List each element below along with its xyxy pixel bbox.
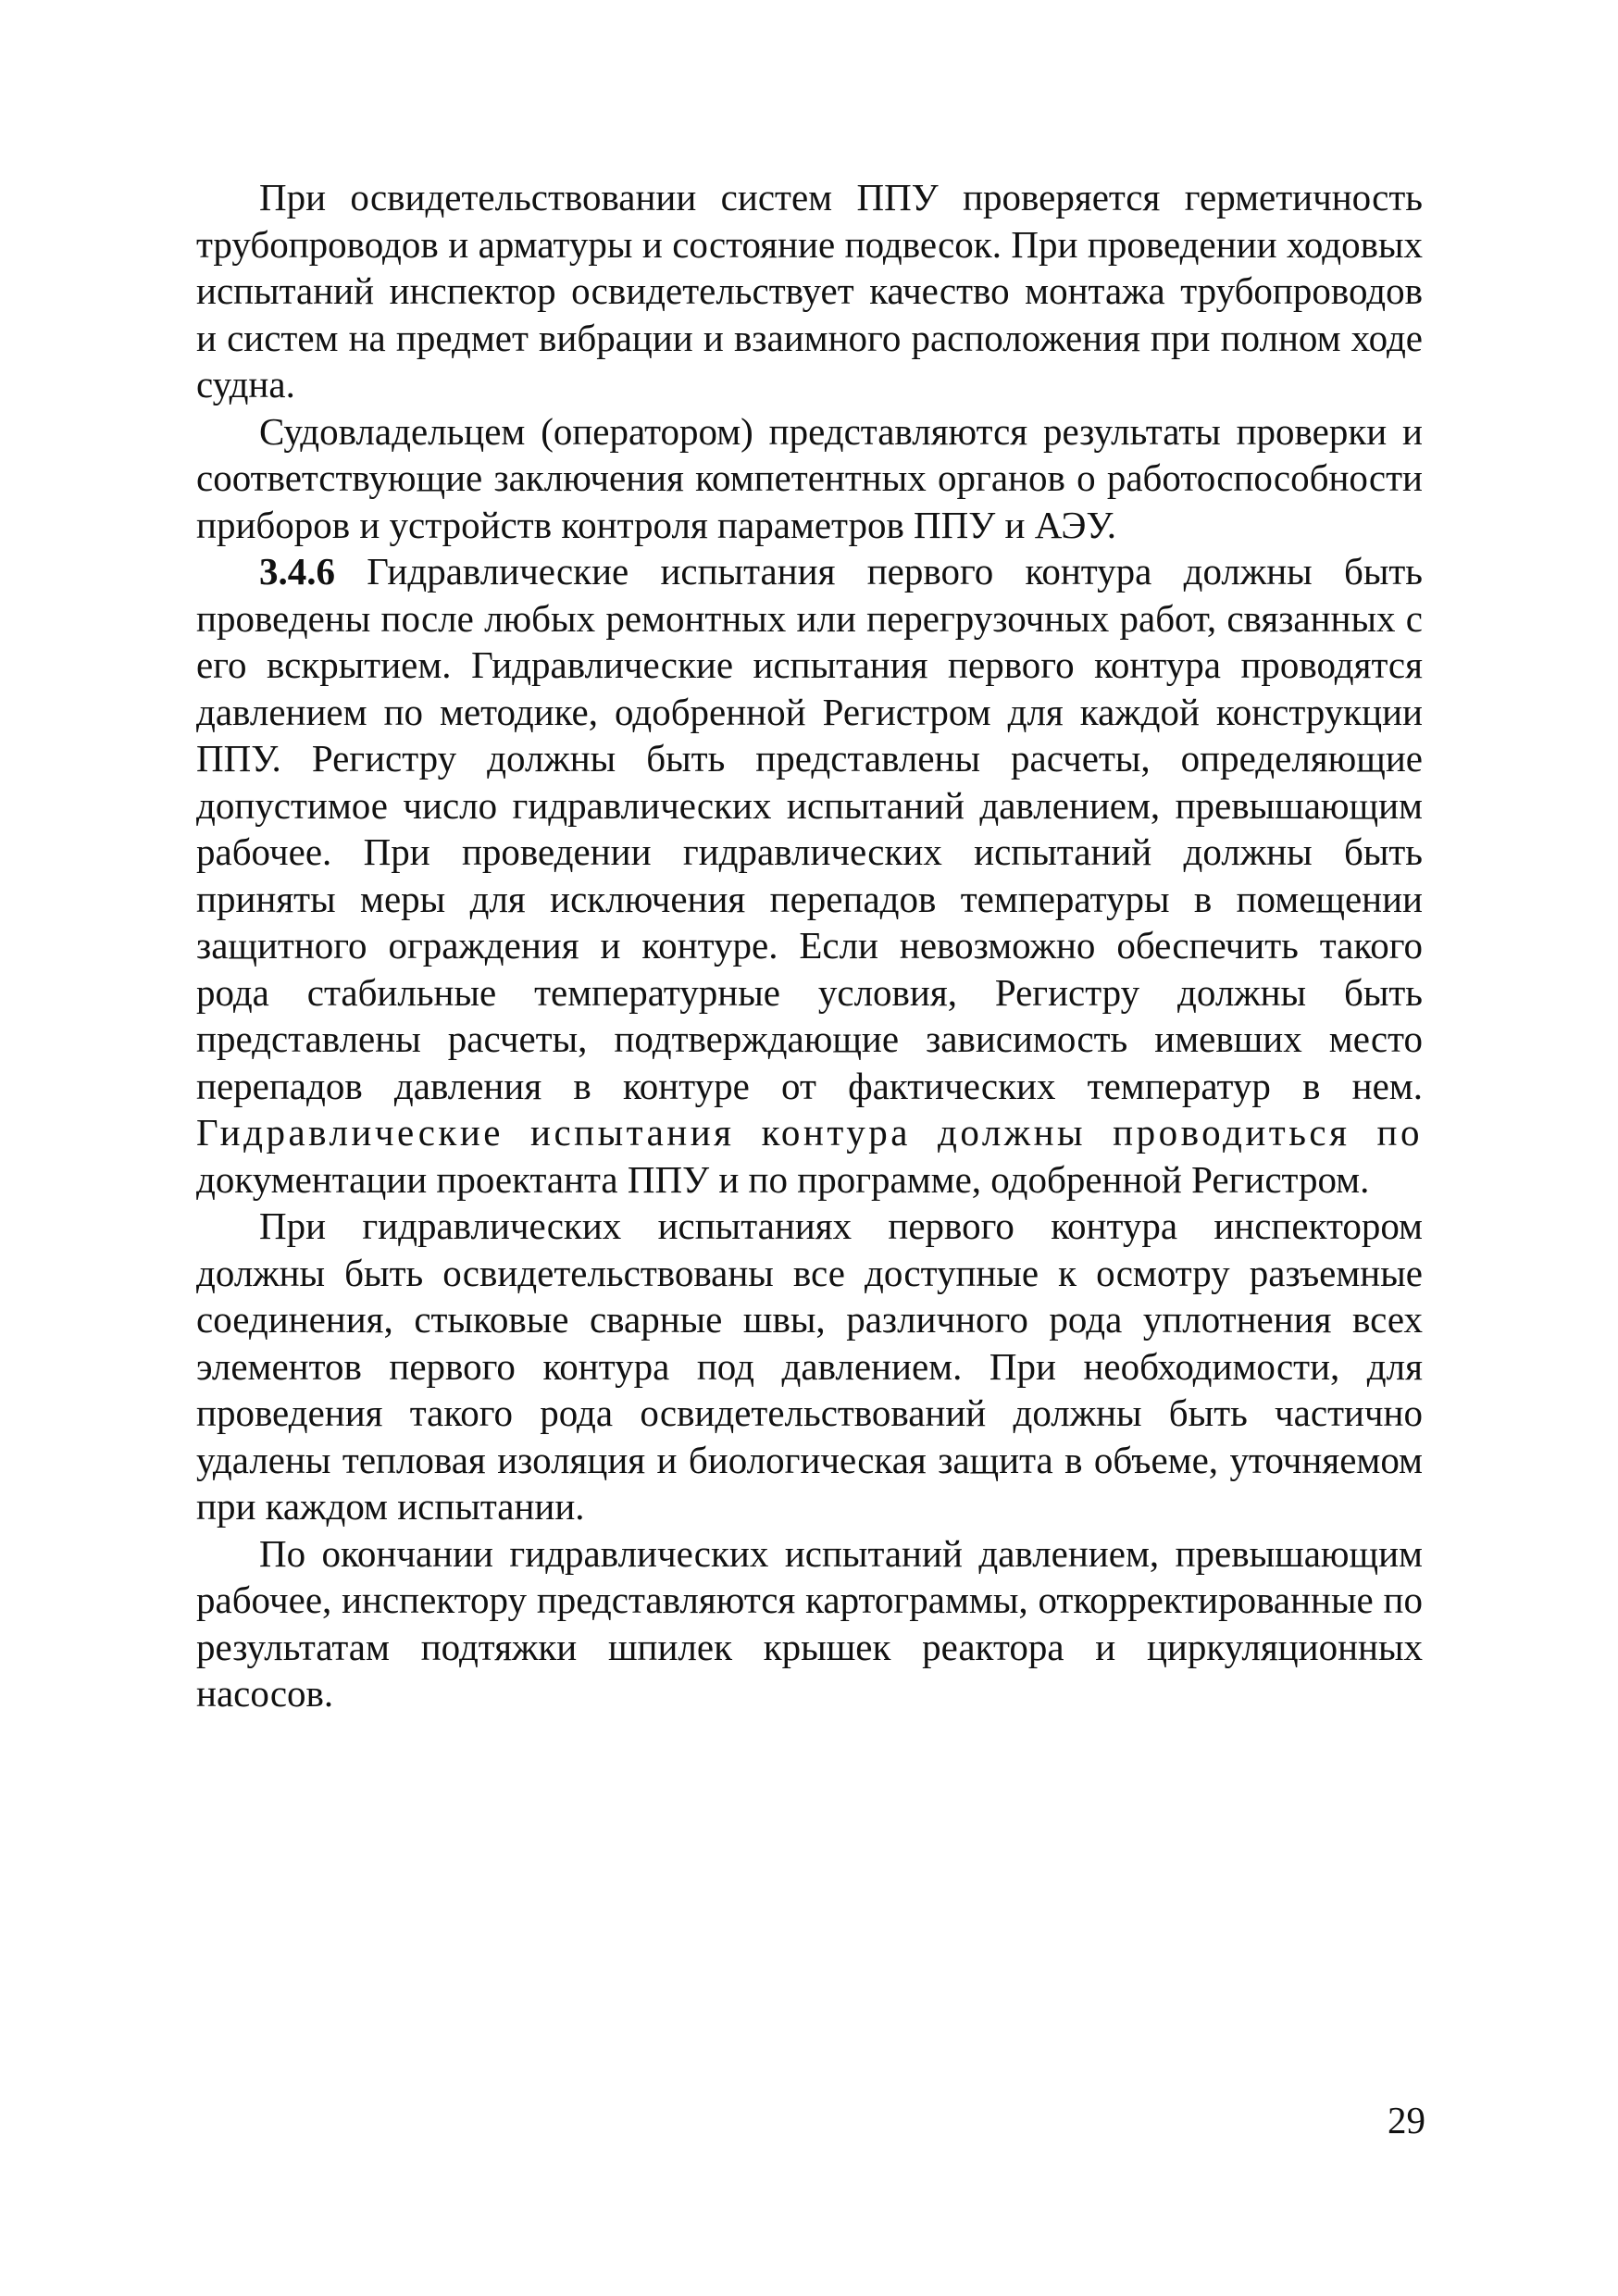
- section-spaced-text: Гидравлические испытания контура должны проводиться по: [196, 1111, 1423, 1154]
- section-text: Гидравлические испытания первого контура должны быть проведены после любых ремонтных или перегрузочных работ, связанных с его вскрытием. Гидравлические испытания первого контура проводятся давлением по методике, одобренной Регистром для каждой конструкции ППУ. Регистру должны быть представлены расчеты, определяющие допустимое число гидравлических испытаний давлением, превышающим рабочее. При проведении гидравлических испытаний должны быть приняты меры для исключения перепадов температуры в помещении защитного ограждения и контуре. Если невозможно обеспечить такого рода стабильные температурные условия, Регистру должны быть представлены расчеты, подтверждающие зависимость имевших место перепадов давления в контуре от фактических температур в нем.: [196, 550, 1423, 1107]
- paragraph-after-tests: По окончании гидравлических испытаний давлением, превышающим рабочее, инспектору представляются картограммы, откорректированные по результатам подтяжки шпилек крышек реактора и циркуляционных насосов.: [196, 1531, 1423, 1715]
- paragraph-hydraulic-tests-inspector: При гидравлических испытаниях первого контура инспектором должны быть освидетельствованы все доступные к осмотру разъемные соединения, стыковые сварные швы, различного рода уплотнения всех элементов первого контура под давлением. При необходимости, для проведения такого рода освидетельствований должны быть частично удалены тепловая изоляция и биологическая защита в объеме, уточняемом при каждом испытании.: [196, 1204, 1423, 1528]
- paragraph-section-3-4-6: [196, 548, 1423, 1203]
- paragraph-inspection-systems: При освидетельствовании систем ППУ проверяется герметичность трубопроводов и арматуры и состояние подвесок. При проведении ходовых испытаний инспектор освидетельствует качество монтажа трубопроводов и систем на предмет вибрации и взаимного расположения при полном ходе судна.: [196, 176, 1423, 406]
- section-text-end: документации проектанта ППУ и по программе, одобренной Регистром.: [196, 1157, 1370, 1201]
- document-body: [196, 174, 1423, 1717]
- paragraph-owner-results: Судовладельцем (оператором) представляются результаты проверки и соответствующие заключения компетентных органов о работоспособности приборов и устройств контроля параметров ППУ и АЭУ.: [196, 409, 1423, 546]
- section-number: 3.4.6: [259, 550, 335, 593]
- page-number: 29: [1388, 2099, 1425, 2141]
